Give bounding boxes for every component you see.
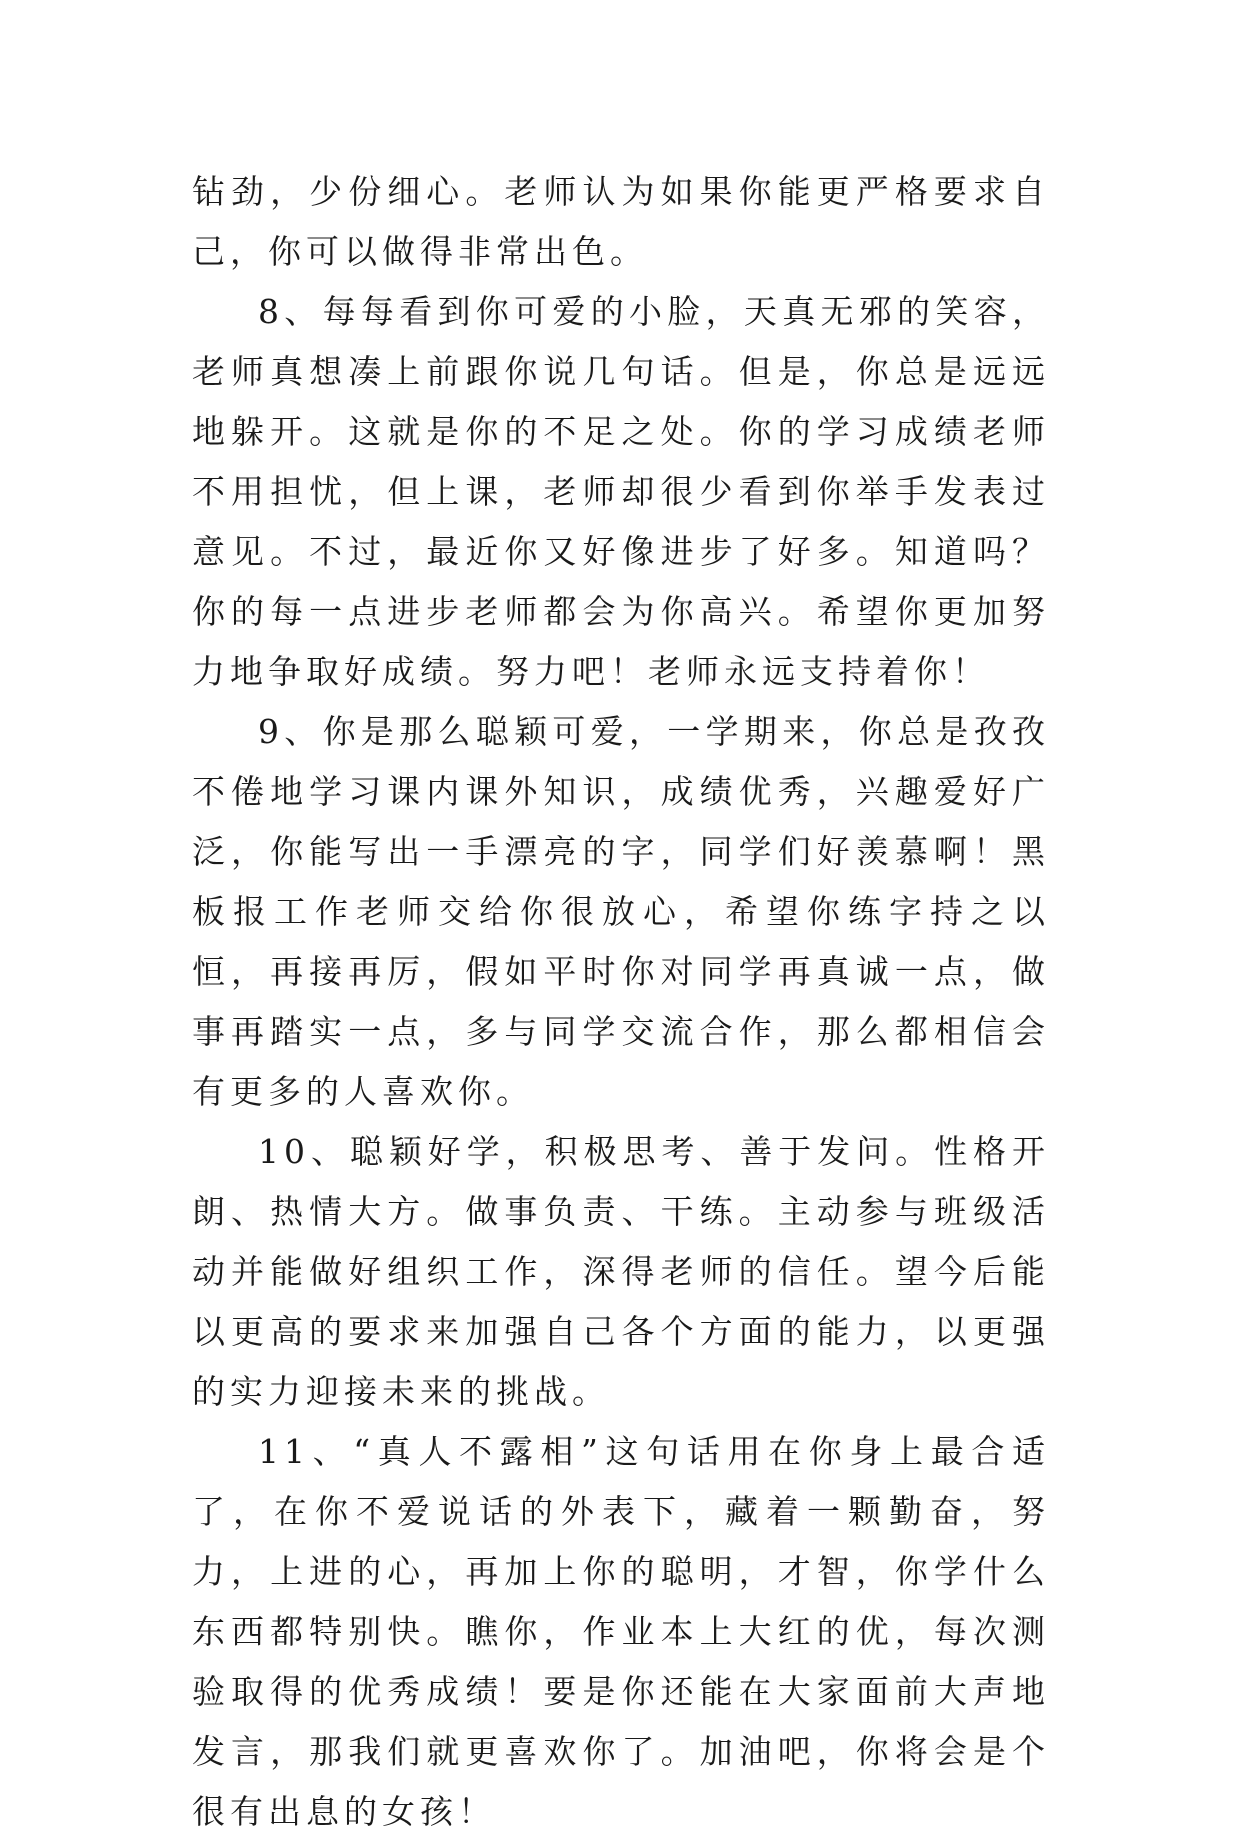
paragraph-item-9: 9、你是那么聪颖可爱，一学期来，你总是孜孜不倦地学习课内课外知识，成绩优秀，兴趣爱好广泛，你能写出一手漂亮的字，同学们好羡慕啊！黑板报工作老师交给你很放心，希望你练字持之以恒，再接再厉，假如平时你对同学再真诚一点，做事再踏实一点，多与同学交流合作，那么都相信会有更多的人喜欢你。: [192, 712, 1050, 1111]
paragraph-item-8: 8、每每看到你可爱的小脸，天真无邪的笑容，老师真想凑上前跟你说几句话。但是，你总是远远地躲开。这就是你的不足之处。你的学习成绩老师不用担忧，但上课，老师却很少看到你举手发表过意见。不过，最近你又好像进步了好多。知道吗？你的每一点进步老师都会为你高兴。希望你更加努力地争取好成绩。努力吧！老师永远支持着你！: [192, 292, 1050, 691]
document-body: [192, 162, 1050, 1842]
paragraph-continuation: 钻劲，少份细心。老师认为如果你能更严格要求自己，你可以做得非常出色。: [192, 172, 1050, 271]
paragraph-item-11: 11、“真人不露相”这句话用在你身上最合适了，在你不爱说话的外表下，藏着一颗勤奋，努力，上进的心，再加上你的聪明，才智，你学什么东西都特别快。瞧你，作业本上大红的优，每次测验取得的优秀成绩！要是你还能在大家面前大声地发言，那我们就更喜欢你了。加油吧，你将会是个很有出息的女孩！: [192, 1432, 1050, 1831]
paragraph-item-10: 10、聪颖好学，积极思考、善于发问。性格开朗、热情大方。做事负责、干练。主动参与班级活动并能做好组织工作，深得老师的信任。望今后能以更高的要求来加强自己各个方面的能力，以更强的实力迎接未来的挑战。: [192, 1132, 1050, 1411]
